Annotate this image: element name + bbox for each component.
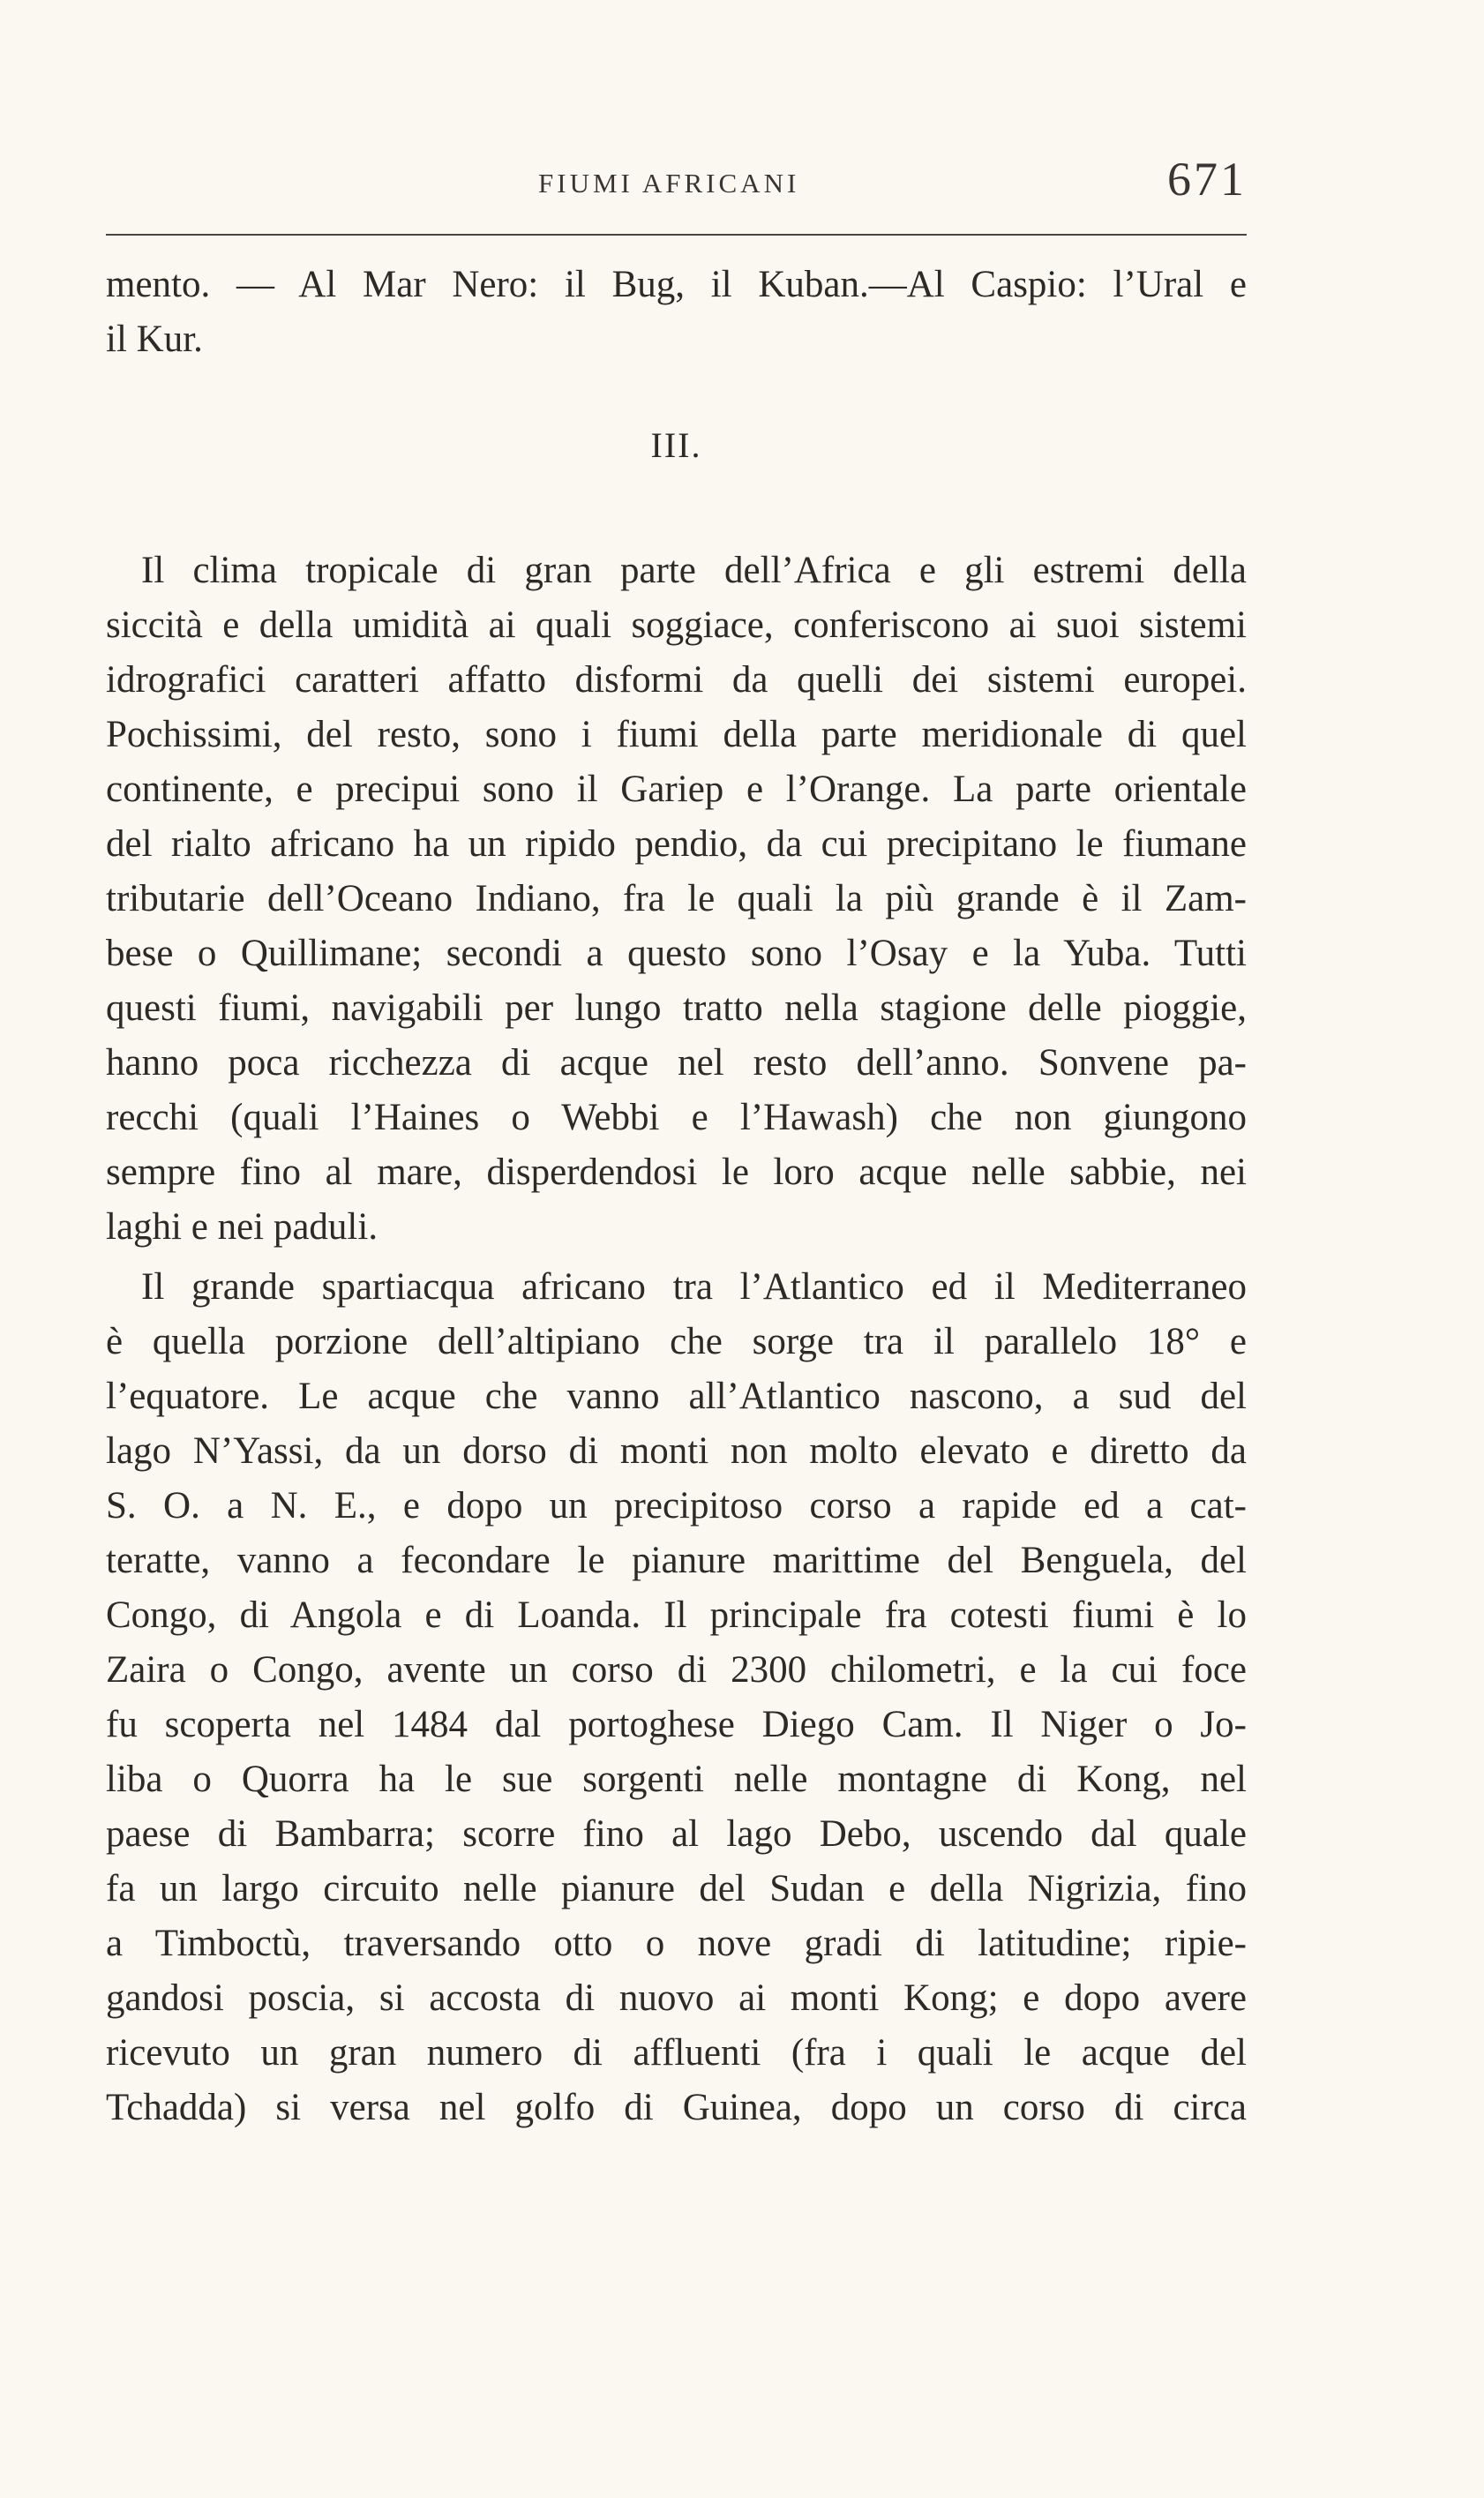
body-text	[106, 258, 1247, 2135]
page-header	[106, 152, 1247, 214]
text-line: Zaira o Congo, avente un corso di 2300 chilometri, e la cui foce	[106, 1649, 1247, 1691]
text-line: continente, e precipui sono il Gariep e l’Orange. La parte orientale	[106, 769, 1247, 810]
text-line: bese o Quillimane; secondi a questo sono l’Osay e la Yuba. Tutti	[106, 933, 1247, 974]
text-line: Il grande spartiacqua africano tra l’Atlantico ed il Mediterraneo	[141, 1266, 1247, 1308]
text-line: Congo, di Angola e di Loanda. Il principale fra cotesti fiumi è lo	[106, 1594, 1247, 1636]
text-line: ricevuto un gran numero di affluenti (fra i quali le acque del	[106, 2032, 1247, 2074]
text-line: Pochissimi, del resto, sono i fiumi della parte meridionale di quel	[106, 714, 1247, 755]
page-number: 671	[1167, 153, 1247, 206]
text-line: del rialto africano ha un ripido pendio, da cui precipitano le fiumane	[106, 823, 1247, 865]
paragraph-1	[106, 544, 1247, 1255]
text-line: il Kur.	[106, 319, 203, 360]
text-line: Tchadda) si versa nel golfo di Guinea, dopo un corso di circa	[106, 2087, 1247, 2128]
text-line: liba o Quorra ha le sue sorgenti nelle montagne di Kong, nel	[106, 1759, 1247, 1800]
text-line: è quella porzione dell’altipiano che sorge tra il parallelo 18° e	[106, 1321, 1247, 1362]
text-line: idrografici caratteri affatto disformi da quelli dei sistemi europei.	[106, 659, 1247, 701]
text-line: siccità e della umidità ai quali soggiace, conferiscono ai suoi sistemi	[106, 604, 1247, 646]
text-line: laghi e nei paduli.	[106, 1206, 378, 1248]
text-line: l’equatore. Le acque che vanno all’Atlantico nascono, a sud del	[106, 1376, 1247, 1417]
text-line: lago N’Yassi, da un dorso di monti non molto elevato e diretto da	[106, 1430, 1247, 1472]
section-number: III.	[650, 425, 702, 465]
text-line: gandosi poscia, si accosta di nuovo ai monti Kong; e dopo avere	[106, 1977, 1247, 2019]
paragraph-2	[106, 1260, 1247, 2135]
text-line: paese di Bambarra; scorre fino al lago Debo, uscendo dal quale	[106, 1813, 1247, 1855]
text-line: tributarie dell’Oceano Indiano, fra le quali la più grande è il Zam-	[106, 878, 1247, 919]
text-line: teratte, vanno a fecondare le pianure marittime del Benguela, del	[106, 1540, 1247, 1581]
text-line: recchi (quali l’Haines o Webbi e l’Hawash) che non giungono	[106, 1097, 1247, 1138]
text-line: questi fiumi, navigabili per lungo tratto nella stagione delle pioggie,	[106, 987, 1247, 1029]
text-line: sempre fino al mare, disperdendosi le loro acque nelle sabbie, nei	[106, 1151, 1247, 1193]
text-line: Il clima tropicale di gran parte dell’Africa e gli estremi della	[141, 550, 1247, 591]
text-line: hanno poca ricchezza di acque nel resto dell’anno. Sonvene pa-	[106, 1042, 1247, 1084]
text-line: fu scoperta nel 1484 dal portoghese Diego Cam. Il Niger o Jo-	[106, 1704, 1247, 1745]
text-line: mento. — Al Mar Nero: il Bug, il Kuban.—Al Caspio: l’Ural e	[106, 264, 1247, 305]
text-line: S. O. a N. E., e dopo un precipitoso corso a rapide ed a cat-	[106, 1485, 1247, 1527]
intro-continuation	[106, 258, 1247, 367]
text-line: a Timboctù, traversando otto o nove gradi di latitudine; ripie-	[106, 1923, 1247, 1964]
running-title: FIUMI AFRICANI	[538, 168, 800, 199]
header-rule	[106, 234, 1247, 236]
text-line: fa un largo circuito nelle pianure del Sudan e della Nigrizia, fino	[106, 1868, 1247, 1909]
